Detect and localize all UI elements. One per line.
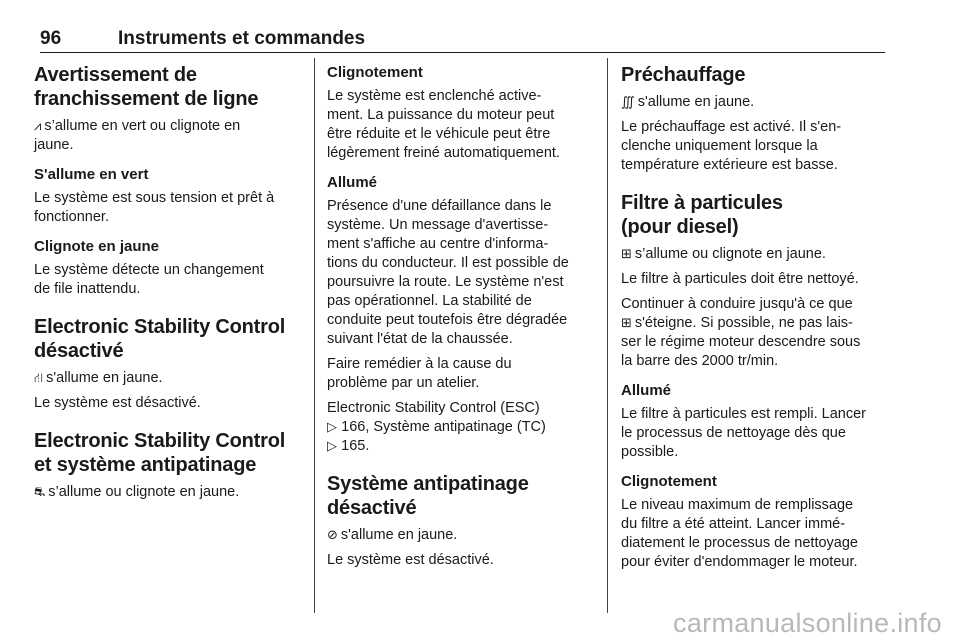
section-title-tc-off: Système antipatinage désactivé (327, 473, 529, 519)
section-title-esc-off: Electronic Stability Control désactivé (34, 316, 286, 362)
paragraph: ⛙ s'allume en jaune. (34, 370, 163, 386)
particle-filter-icon: ⊞ (621, 316, 632, 331)
paragraph: Le système est enclenché active- ment. La puissance du moteur peut être réduite et le véhicule peut être légèrement freiné automatiquement. (327, 88, 560, 161)
subheading: Clignote en jaune (34, 238, 160, 255)
paragraph: Continuer à conduire jusqu'à ce que ⊞ s'éteigne. Si possible, ne pas lais- ser le régime moteur descendre sous la barre des 2000 tr/min. (621, 296, 861, 369)
paragraph: ⛐ s’allume ou clignote en jaune. (34, 484, 240, 500)
cross-reference: Electronic Stability Control (ESC) ▷ 166, Système antipatinage (TC) ▷ 165. (327, 400, 546, 454)
lane-departure-icon: ⩘ (34, 119, 42, 134)
subheading: Allumé (327, 174, 378, 191)
paragraph: ⩘ s’allume en vert ou clignote en jaune. (34, 118, 241, 153)
subheading: Clignotement (621, 473, 717, 490)
subheading: Clignotement (327, 64, 423, 81)
column-divider (314, 58, 315, 613)
paragraph: ⊘ s'allume en jaune. (327, 527, 458, 543)
traction-control-off-icon: ⊘ (327, 528, 338, 543)
reference-arrow-icon: ▷ (327, 420, 342, 435)
subheading: Allumé (621, 382, 672, 399)
page-number: 96 (40, 28, 62, 49)
column-3 (621, 63, 887, 578)
paragraph: Le système est désactivé. (327, 552, 494, 568)
esc-tc-icon: ⛐ (34, 485, 46, 500)
reference-arrow-icon: ▷ (327, 439, 342, 454)
paragraph: Le système détecte un changement de file inattendu. (34, 262, 264, 297)
column-2 (327, 63, 593, 576)
section-title-esc-tc: Electronic Stability Control et système antipatinage (34, 430, 286, 476)
column-divider (607, 58, 608, 613)
paragraph: Le système est désactivé. (34, 395, 201, 411)
esc-off-icon: ⛙ (34, 371, 44, 386)
section-title-particle-filter: Filtre à particules (pour diesel) (621, 192, 783, 238)
paragraph: ∭ s'allume en jaune. (621, 94, 755, 110)
section-title-preheating: Préchauffage (621, 64, 746, 86)
particle-filter-icon: ⊞ (621, 247, 632, 262)
paragraph: Faire remédier à la cause du problème par un atelier. (327, 356, 512, 391)
watermark: carmanualsonline.info (673, 608, 942, 638)
paragraph: Le niveau maximum de remplissage du filtre a été atteint. Lancer immé- diatement le processus de nettoyage pour éviter d'endommager le moteur. (621, 497, 858, 570)
paragraph: Présence d'une défaillance dans le système. Un message d'avertisse- ment s'affiche au centre d'informa- tions du conducteur. Il est possible de poursuivre la route. Le système n'est pas opérationnel. La stabilité de conduite peut toutefois être dégradée suivant l'état de la chaussée. (327, 198, 569, 347)
paragraph: Le système est sous tension et prêt à fonctionner. (34, 190, 275, 225)
subheading: S'allume en vert (34, 166, 149, 183)
paragraph: Le filtre à particules est rempli. Lancer le processus de nettoyage dès que possible. (621, 406, 866, 460)
column-1 (34, 63, 304, 508)
preheating-coil-icon: ∭ (621, 95, 635, 110)
paragraph: ⊞ s’allume ou clignote en jaune. (621, 246, 826, 262)
paragraph: Le filtre à particules doit être nettoyé. (621, 271, 859, 287)
running-title: Instruments et commandes (118, 28, 366, 49)
section-title-lane-departure: Avertissement de franchissement de ligne (34, 64, 259, 110)
paragraph: Le préchauffage est activé. Il s'en- clenche uniquement lorsque la température extérieure est basse. (621, 119, 842, 173)
page-header (40, 28, 885, 53)
